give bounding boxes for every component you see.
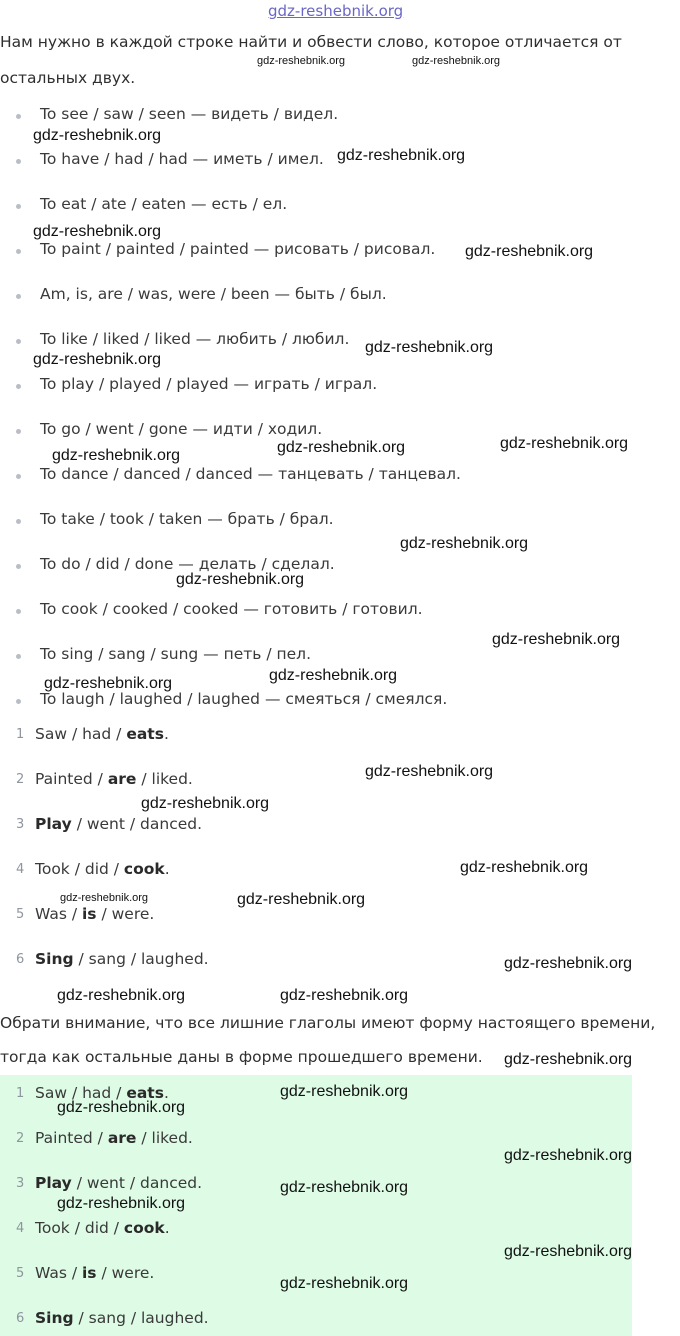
bullet-dot: [16, 699, 21, 704]
answer-text: .: [163, 725, 169, 743]
watermark-text: gdz-reshebnik.org: [504, 955, 633, 972]
answer-text: Was /: [35, 905, 82, 923]
bullet-dot: [16, 429, 21, 434]
verb-list-item: Am, is, are / was, were / been — быть / был.: [40, 285, 387, 303]
watermark-text: gdz-reshebnik.org: [365, 339, 494, 356]
bullet-dot: [16, 519, 21, 524]
answer-text: / were.: [96, 905, 155, 923]
note-line-1: Обрати внимание, что все лишние глаголы имеют форму настоящего времени,: [0, 1014, 656, 1032]
answer-number: 1: [16, 727, 25, 742]
verb-list-item: To laugh / laughed / laughed — смеяться / смеялся.: [40, 690, 448, 708]
answer-row: [35, 815, 202, 833]
answer-row: [35, 905, 154, 923]
bullet-dot: [16, 609, 21, 614]
watermark-text: gdz-reshebnik.org: [492, 631, 621, 648]
watermark-text: gdz-reshebnik.org: [33, 127, 162, 144]
answer-row: [35, 1264, 154, 1282]
odd-word: Sing: [35, 1309, 74, 1327]
answer-number: 3: [16, 1176, 25, 1191]
verb-list-item: To go / went / gone — идти / ходил.: [40, 420, 323, 438]
watermark-text: gdz-reshebnik.org: [504, 1147, 633, 1164]
odd-word: are: [107, 1129, 137, 1147]
watermark-text: gdz-reshebnik.org: [57, 987, 186, 1004]
odd-word: Play: [35, 1174, 72, 1192]
verb-list-item: To have / had / had — иметь / имел.: [40, 150, 324, 168]
watermark-text: gdz-reshebnik.org: [57, 1195, 186, 1212]
watermark-text: gdz-reshebnik.org: [412, 55, 501, 67]
bullet-dot: [16, 114, 21, 119]
bullet-dot: [16, 384, 21, 389]
odd-word: cook: [123, 860, 165, 878]
answer-row: [35, 860, 170, 878]
bullet-dot: [16, 474, 21, 479]
answer-text: .: [164, 860, 170, 878]
watermark-text: gdz-reshebnik.org: [460, 859, 589, 876]
verb-list-item: To paint / painted / painted — рисовать / рисовал.: [40, 240, 436, 258]
watermark-text: gdz-reshebnik.org: [280, 1275, 409, 1292]
answer-row: [35, 1309, 209, 1327]
verb-list-item: To like / liked / liked — любить / любил.: [40, 330, 350, 348]
odd-word: eats: [126, 1084, 164, 1102]
odd-word: Play: [35, 815, 72, 833]
bullet-dot: [16, 159, 21, 164]
bullet-dot: [16, 339, 21, 344]
watermark-text: gdz-reshebnik.org: [280, 1083, 409, 1100]
answer-text: .: [163, 1084, 169, 1102]
answer-text: Saw / had /: [35, 725, 127, 743]
answer-number: 6: [16, 1311, 25, 1326]
answer-text: / liked.: [136, 770, 193, 788]
odd-word: is: [81, 905, 97, 923]
watermark-text: gdz-reshebnik.org: [465, 243, 594, 260]
answer-text: Took / did /: [35, 1219, 124, 1237]
answer-number: 2: [16, 772, 25, 787]
answer-text: Painted /: [35, 1129, 108, 1147]
odd-word: Sing: [35, 950, 74, 968]
watermark-text: gdz-reshebnik.org: [277, 439, 406, 456]
answer-text: / went / danced.: [71, 815, 203, 833]
answer-text: Saw / had /: [35, 1084, 127, 1102]
odd-word: cook: [123, 1219, 165, 1237]
answer-number: 2: [16, 1131, 25, 1146]
intro-line-2: остальных двух.: [0, 69, 136, 87]
answer-number: 6: [16, 952, 25, 967]
watermark-text: gdz-reshebnik.org: [337, 147, 466, 164]
watermark-text: gdz-reshebnik.org: [269, 667, 398, 684]
bullet-dot: [16, 249, 21, 254]
watermark-text: gdz-reshebnik.org: [280, 987, 409, 1004]
watermark-text: gdz-reshebnik.org: [500, 435, 629, 452]
watermark-text: gdz-reshebnik.org: [60, 892, 149, 904]
watermark-text: gdz-reshebnik.org: [141, 795, 270, 812]
answer-text: Was /: [35, 1264, 82, 1282]
verb-list-item: To take / took / taken — брать / брал.: [40, 510, 334, 528]
watermark-text: gdz-reshebnik.org: [504, 1051, 633, 1068]
watermark-text: gdz-reshebnik.org: [33, 223, 162, 240]
verb-list-item: To see / saw / seen — видеть / видел.: [40, 105, 339, 123]
answer-number: 5: [16, 907, 25, 922]
watermark-text: gdz-reshebnik.org: [400, 535, 529, 552]
answer-text: Painted /: [35, 770, 108, 788]
verb-list-item: To play / played / played — играть / играл.: [40, 375, 378, 393]
verb-list-item: To do / did / done — делать / сделал.: [40, 555, 335, 573]
verb-list-item: To sing / sang / sung — петь / пел.: [40, 645, 312, 663]
verb-list-item: To cook / cooked / cooked — готовить / готовил.: [40, 600, 423, 618]
watermark-text: gdz-reshebnik.org: [33, 351, 162, 368]
bullet-dot: [16, 564, 21, 569]
bullet-dot: [16, 294, 21, 299]
odd-word: eats: [126, 725, 164, 743]
watermark-text: gdz-reshebnik.org: [44, 675, 173, 692]
answer-number: 4: [16, 862, 25, 877]
watermark-text: gdz-reshebnik.org: [57, 1099, 186, 1116]
odd-word: are: [107, 770, 137, 788]
answer-text: / sang / laughed.: [73, 950, 209, 968]
bullet-dot: [16, 654, 21, 659]
watermark-text: gdz-reshebnik.org: [504, 1243, 633, 1260]
watermark-text: gdz-reshebnik.org: [257, 55, 346, 67]
answer-row: [35, 725, 169, 743]
answer-text: / liked.: [136, 1129, 193, 1147]
verb-list-item: To dance / danced / danced — танцевать / танцевал.: [40, 465, 461, 483]
answer-text: Took / did /: [35, 860, 124, 878]
answer-text: / sang / laughed.: [73, 1309, 209, 1327]
answer-row: [35, 1219, 170, 1237]
odd-word: is: [81, 1264, 97, 1282]
watermark-text: gdz-reshebnik.org: [237, 891, 366, 908]
answer-number: 5: [16, 1266, 25, 1281]
site-link[interactable]: gdz-reshebnik.org: [268, 2, 404, 20]
answer-text: / were.: [96, 1264, 155, 1282]
intro-line-1: Нам нужно в каждой строке найти и обвести слово, которое отличается от: [0, 33, 622, 51]
verb-list-item: To eat / ate / eaten — есть / ел.: [40, 195, 288, 213]
answer-number: 3: [16, 817, 25, 832]
bullet-dot: [16, 204, 21, 209]
answer-number: 1: [16, 1086, 25, 1101]
answer-row: [35, 1129, 193, 1147]
answer-number: 4: [16, 1221, 25, 1236]
note-line-2: тогда как остальные даны в форме прошедшего времени.: [0, 1048, 483, 1066]
answer-text: .: [164, 1219, 170, 1237]
answer-row: [35, 1174, 202, 1192]
watermark-text: gdz-reshebnik.org: [52, 447, 181, 464]
answer-row: [35, 770, 193, 788]
watermark-text: gdz-reshebnik.org: [176, 571, 305, 588]
answer-row: [35, 950, 209, 968]
watermark-text: gdz-reshebnik.org: [280, 1179, 409, 1196]
answer-text: / went / danced.: [71, 1174, 203, 1192]
watermark-text: gdz-reshebnik.org: [365, 763, 494, 780]
